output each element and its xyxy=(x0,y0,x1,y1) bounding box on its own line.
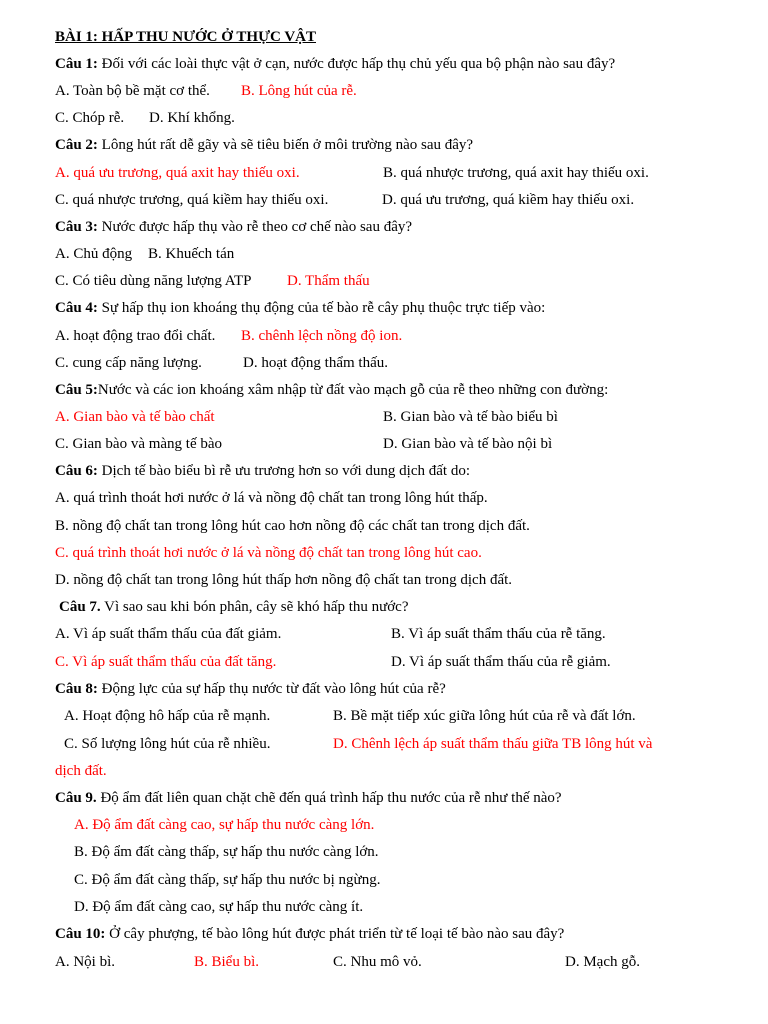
answer-option: C. Độ ẩm đất càng thấp, sự hấp thu nước bị ngừng. xyxy=(74,872,381,888)
answer-option: C. Gian bào và màng tế bào xyxy=(55,436,223,452)
answer-option: D. quá ưu trương, quá kiềm hay thiếu oxi. xyxy=(382,192,635,208)
answer-option: C. Số lượng lông hút của rễ nhiều. xyxy=(64,736,271,752)
answer-option: B. Vì áp suất thẩm thấu của rễ tăng. xyxy=(391,626,606,642)
question-text: Lông hút rất dễ gãy và sẽ tiêu biến ở môi trường nào sau đây? xyxy=(97,137,474,153)
question-label: Câu 2: xyxy=(55,137,98,153)
question-9 xyxy=(55,789,562,807)
question-label: Câu 6: xyxy=(55,463,98,479)
answer-option: D. Vì áp suất thẩm thấu của rễ giảm. xyxy=(391,654,611,670)
question-5 xyxy=(55,381,608,399)
question-text: Sự hấp thụ ion khoáng thụ động của tế bào rễ cây phụ thuộc trực tiếp vào: xyxy=(97,300,546,316)
question-10 xyxy=(55,925,564,943)
answer-option: B. Độ ẩm đất càng thấp, sự hấp thu nước càng lớn. xyxy=(74,844,379,860)
answer-option: A. quá trình thoát hơi nước ở lá và nồng độ chất tan trong lông hút thấp. xyxy=(55,490,488,506)
answer-option-continuation: dịch đất. xyxy=(55,763,107,779)
answer-option: D. Gian bào và tế bào nội bì xyxy=(383,436,553,452)
worksheet-title: BÀI 1: HẤP THU NƯỚC Ở THỰC VẬT xyxy=(55,29,316,45)
question-8 xyxy=(55,680,446,698)
answer-option: B. Gian bào và tế bào biểu bì xyxy=(383,409,558,425)
question-text: Động lực của sự hấp thụ nước từ đất vào lông hút của rễ? xyxy=(97,681,446,697)
answer-option: A. hoạt động trao đổi chất. xyxy=(55,328,216,344)
answer-option-correct: A. quá ưu trương, quá axit hay thiếu oxi. xyxy=(55,165,300,181)
answer-option: A. Hoạt động hô hấp của rễ mạnh. xyxy=(64,708,271,724)
answer-option: C. cung cấp năng lượng. xyxy=(55,355,202,371)
answer-option-correct: B. chênh lệch nồng độ ion. xyxy=(241,328,403,344)
question-label: Câu 4: xyxy=(55,300,98,316)
answer-option: C. Chóp rễ. xyxy=(55,110,125,126)
question-text: Ở cây phượng, tế bào lông hút được phát triển từ tế loại tế bào nào sau đây? xyxy=(105,926,565,942)
answer-option: C. Có tiêu dùng năng lượng ATP xyxy=(55,273,252,289)
answer-option-correct: D. Chênh lệch áp suất thẩm thấu giữa TB lông hút và xyxy=(333,736,653,752)
answer-option-correct: C. Vì áp suất thẩm thấu của đất tăng. xyxy=(55,654,277,670)
answer-option: D. Mạch gỗ. xyxy=(565,954,640,970)
answer-option-correct: A. Độ ẩm đất càng cao, sự hấp thu nước càng lớn. xyxy=(74,817,375,833)
question-label: Câu 5: xyxy=(55,382,98,398)
answer-option: C. quá nhược trương, quá kiềm hay thiếu oxi. xyxy=(55,192,329,208)
question-label: Câu 3: xyxy=(55,219,98,235)
question-text: Đối với các loài thực vật ở cạn, nước được hấp thụ chủ yếu qua bộ phận nào sau đây? xyxy=(97,56,616,72)
question-label: Câu 10: xyxy=(55,926,106,942)
answer-option-correct: D. Thẩm thấu xyxy=(287,273,370,289)
answer-option: A. Toàn bộ bề mặt cơ thể. xyxy=(55,83,210,99)
question-label: Câu 9. xyxy=(55,790,97,806)
answer-option-correct: B. Lông hút của rễ. xyxy=(241,83,357,99)
question-2 xyxy=(55,136,473,154)
answer-option-correct: B. Biểu bì. xyxy=(194,954,260,970)
answer-option: A. Nội bì. xyxy=(55,954,115,970)
question-label: Câu 1: xyxy=(55,56,98,72)
answer-option-correct: C. quá trình thoát hơi nước ở lá và nồng độ chất tan trong lông hút cao. xyxy=(55,545,482,561)
question-text: Độ ẩm đất liên quan chặt chẽ đến quá trình hấp thu nước của rễ như thế nào? xyxy=(96,790,562,806)
answer-option-correct: A. Gian bào và tế bào chất xyxy=(55,409,215,425)
answer-option: D. Độ ẩm đất càng cao, sự hấp thu nước càng ít. xyxy=(74,899,364,915)
answer-option: B. nồng độ chất tan trong lông hút cao hơn nồng độ các chất tan trong dịch đất. xyxy=(55,518,530,534)
answer-option: D. Khí khổng. xyxy=(149,110,235,126)
question-1 xyxy=(55,55,615,73)
question-label: Câu 7. xyxy=(59,599,101,615)
question-7 xyxy=(59,598,409,616)
question-text: Nước và các ion khoáng xâm nhập từ đất vào mạch gỗ của rễ theo những con đường: xyxy=(97,382,609,398)
answer-option: B. Bề mặt tiếp xúc giữa lông hút của rễ và đất lớn. xyxy=(333,708,636,724)
question-4 xyxy=(55,299,545,317)
answer-option: D. hoạt động thẩm thấu. xyxy=(243,355,388,371)
answer-option: A. Vì áp suất thẩm thấu của đất giảm. xyxy=(55,626,282,642)
answer-option: C. Nhu mô vỏ. xyxy=(333,954,422,970)
question-text: Nước được hấp thụ vào rễ theo cơ chế nào sau đây? xyxy=(97,219,413,235)
question-text: Vì sao sau khi bón phân, cây sẽ khó hấp thu nước? xyxy=(100,599,409,615)
question-3 xyxy=(55,218,412,236)
question-6 xyxy=(55,462,470,480)
answer-option: A. Chủ động xyxy=(55,246,133,262)
answer-option: B. Khuếch tán xyxy=(148,246,235,262)
question-label: Câu 8: xyxy=(55,681,98,697)
answer-option: B. quá nhược trương, quá axit hay thiếu oxi. xyxy=(383,165,649,181)
question-text: Dịch tế bào biểu bì rễ ưu trương hơn so với dung dịch đất do: xyxy=(97,463,470,479)
answer-option: D. nồng độ chất tan trong lông hút thấp hơn nồng độ chất tan trong dịch đất. xyxy=(55,572,513,588)
